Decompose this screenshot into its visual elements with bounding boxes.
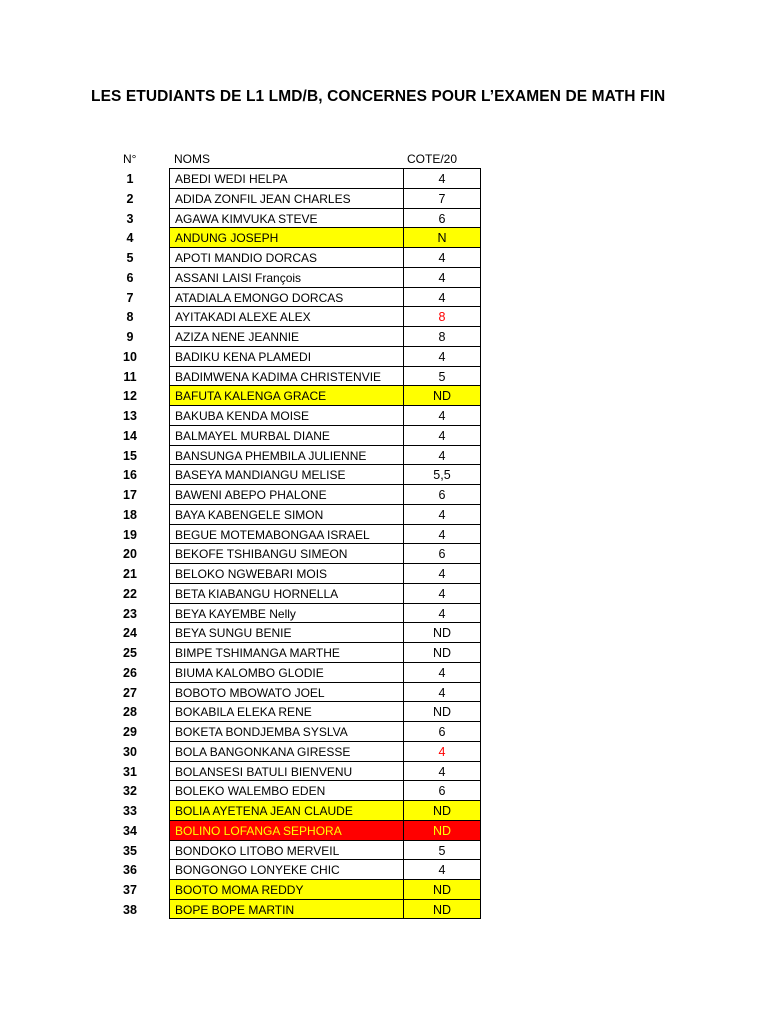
student-name: BOLANSESI BATULI BIENVENU	[169, 761, 403, 781]
student-name: AYITAKADI ALEXE ALEX	[169, 306, 403, 326]
student-name: BETA KIABANGU HORNELLA	[169, 583, 403, 603]
student-name: ADIDA ZONFIL JEAN CHARLES	[169, 188, 403, 208]
student-grade: 7	[403, 188, 481, 208]
row-number: 30	[123, 744, 137, 759]
row-number: 34	[123, 823, 137, 838]
student-grade: ND	[403, 879, 481, 899]
student-name: AZIZA NENE JEANNIE	[169, 326, 403, 346]
row-number: 11	[123, 369, 137, 384]
table-row	[110, 899, 481, 919]
column-header-grade: COTE/20	[407, 152, 458, 166]
table-row	[110, 366, 481, 386]
table-row	[110, 603, 481, 623]
table-row	[110, 247, 481, 267]
student-grade: ND	[403, 899, 481, 919]
student-name: BOOTO MOMA REDDY	[169, 879, 403, 899]
table-row	[110, 168, 481, 188]
student-grade: 4	[403, 504, 481, 524]
table-row	[110, 425, 481, 445]
table-row	[110, 445, 481, 465]
student-grade: 5,5	[403, 464, 481, 484]
student-grade: 4	[403, 583, 481, 603]
row-number: 26	[123, 665, 137, 680]
student-name: BOKABILA ELEKA RENE	[169, 701, 403, 721]
student-name: BOBOTO MBOWATO JOEL	[169, 682, 403, 702]
row-number: 21	[123, 567, 137, 581]
student-name: BEYA KAYEMBE Nelly	[169, 603, 403, 623]
table-row	[110, 346, 481, 366]
student-grade: 4	[403, 859, 481, 879]
table-row	[110, 504, 481, 524]
table-row	[110, 780, 481, 800]
row-number: 1	[126, 172, 134, 186]
student-name: APOTI MANDIO DORCAS	[169, 247, 403, 267]
table-row	[110, 701, 481, 721]
table-row	[110, 543, 481, 563]
table-row	[110, 524, 481, 544]
student-grade: 6	[403, 780, 481, 800]
table-row	[110, 879, 481, 899]
table-row	[110, 267, 481, 287]
row-number: 36	[123, 863, 137, 878]
student-grade: ND	[403, 800, 481, 820]
student-name: BOPE BOPE MARTIN	[169, 899, 403, 919]
student-grade: 4	[403, 761, 481, 781]
student-grade: ND	[403, 642, 481, 662]
table-row	[110, 682, 481, 702]
table-row	[110, 721, 481, 741]
student-name: ASSANI LAISI François	[169, 267, 403, 287]
student-grade: 4	[403, 524, 481, 544]
student-name: BONGONGO LONYEKE CHIC	[169, 859, 403, 879]
row-number: 23	[123, 606, 137, 621]
table-row	[110, 208, 481, 228]
student-name: BELOKO NGWEBARI MOIS	[169, 563, 403, 583]
student-grade: N	[403, 227, 481, 247]
student-name: BADIMWENA KADIMA CHRISTENVIE	[169, 366, 403, 386]
student-name: BIUMA KALOMBO GLODIE	[169, 662, 403, 682]
row-number: 25	[123, 646, 137, 660]
row-number: 3	[126, 211, 134, 226]
student-grade: 4	[403, 682, 481, 702]
student-grade: 6	[403, 208, 481, 228]
row-number: 14	[123, 428, 137, 443]
student-grade: ND	[403, 820, 481, 840]
row-number: 10	[123, 349, 137, 364]
student-name: BEKOFE TSHIBANGU SIMEON	[169, 543, 403, 563]
row-number: 15	[123, 448, 137, 463]
row-number: 31	[123, 764, 137, 779]
student-name: ATADIALA EMONGO DORCAS	[169, 287, 403, 307]
row-number: 9	[126, 330, 134, 344]
row-number: 6	[126, 270, 134, 285]
row-number: 17	[123, 488, 137, 502]
row-number: 33	[123, 804, 137, 818]
student-name: BAKUBA KENDA MOISE	[169, 405, 403, 425]
row-number: 16	[123, 468, 137, 483]
student-grade: 5	[403, 840, 481, 860]
table-row	[110, 385, 481, 405]
student-name: BADIKU KENA PLAMEDI	[169, 346, 403, 366]
student-grade: 4	[403, 405, 481, 425]
student-name: BONDOKO LITOBO MERVEIL	[169, 840, 403, 860]
table-row	[110, 287, 481, 307]
student-name: BALMAYEL MURBAL DIANE	[169, 425, 403, 445]
row-number: 8	[126, 310, 134, 325]
row-number: 35	[123, 843, 137, 858]
student-grade: 4	[403, 267, 481, 287]
student-name: BANSUNGA PHEMBILA JULIENNE	[169, 445, 403, 465]
row-number: 19	[123, 527, 137, 542]
student-name: BEGUE MOTEMABONGAA ISRAEL	[169, 524, 403, 544]
student-name: BASEYA MANDIANGU MELISE	[169, 464, 403, 484]
row-number: 27	[123, 685, 137, 700]
row-number: 12	[123, 389, 137, 404]
student-grade: 4	[403, 445, 481, 465]
student-name: BEYA SUNGU BENIE	[169, 622, 403, 642]
student-name: BOLA BANGONKANA GIRESSE	[169, 741, 403, 761]
row-number: 37	[123, 883, 137, 897]
column-header-number: N°	[123, 152, 137, 166]
student-grade: 4	[403, 346, 481, 366]
table-row	[110, 840, 481, 860]
table-row	[110, 820, 481, 840]
table-row	[110, 484, 481, 504]
student-grade-table	[110, 168, 481, 919]
row-number: 7	[126, 290, 134, 305]
row-number: 28	[123, 705, 137, 720]
student-grade: 4	[403, 603, 481, 623]
student-name: AGAWA KIMVUKA STEVE	[169, 208, 403, 228]
student-grade: 6	[403, 543, 481, 563]
student-grade: ND	[403, 385, 481, 405]
table-row	[110, 563, 481, 583]
table-row	[110, 405, 481, 425]
table-row	[110, 227, 481, 247]
row-number: 24	[123, 626, 137, 641]
student-grade: 6	[403, 484, 481, 504]
student-grade: 5	[403, 366, 481, 386]
table-row	[110, 741, 481, 761]
row-number: 32	[123, 784, 137, 799]
row-number: 29	[123, 725, 137, 739]
table-row	[110, 188, 481, 208]
row-number: 20	[123, 547, 137, 562]
student-name: BOKETA BONDJEMBA SYSLVA	[169, 721, 403, 741]
student-name: BAYA KABENGELE SIMON	[169, 504, 403, 524]
student-name: BOLINO LOFANGA SEPHORA	[169, 820, 403, 840]
student-grade: 8	[403, 306, 481, 326]
page-title: LES ETUDIANTS DE L1 LMD/B, CONCERNES POUR L’EXAMEN DE MATH FIN	[91, 88, 666, 105]
table-row	[110, 859, 481, 879]
student-grade: ND	[403, 701, 481, 721]
table-row	[110, 642, 481, 662]
row-number: 13	[123, 409, 137, 423]
table-row	[110, 761, 481, 781]
student-grade: 6	[403, 721, 481, 741]
student-grade: 4	[403, 563, 481, 583]
student-grade: 4	[403, 287, 481, 307]
table-row	[110, 622, 481, 642]
student-name: BIMPE TSHIMANGA MARTHE	[169, 642, 403, 662]
row-number: 4	[126, 231, 134, 246]
table-row	[110, 800, 481, 820]
table-row	[110, 583, 481, 603]
row-number: 2	[126, 191, 134, 206]
column-header-names: NOMS	[174, 152, 210, 166]
student-grade: 4	[403, 168, 481, 188]
student-grade: 4	[403, 425, 481, 445]
student-name: BAFUTA KALENGA GRACE	[169, 385, 403, 405]
student-grade: 8	[403, 326, 481, 346]
student-name: BOLIA AYETENA JEAN CLAUDE	[169, 800, 403, 820]
student-grade: 4	[403, 247, 481, 267]
student-grade: 4	[403, 741, 481, 761]
row-number: 18	[123, 507, 137, 522]
table-row	[110, 662, 481, 682]
row-number: 38	[123, 902, 137, 917]
student-grade: 4	[403, 662, 481, 682]
student-name: BAWENI ABEPO PHALONE	[169, 484, 403, 504]
student-name: ANDUNG JOSEPH	[169, 227, 403, 247]
student-grade: ND	[403, 622, 481, 642]
student-name: ABEDI WEDI HELPA	[169, 168, 403, 188]
table-row	[110, 326, 481, 346]
table-row	[110, 306, 481, 326]
row-number: 5	[126, 251, 134, 265]
student-name: BOLEKO WALEMBO EDEN	[169, 780, 403, 800]
table-row	[110, 464, 481, 484]
row-number: 22	[123, 586, 137, 601]
